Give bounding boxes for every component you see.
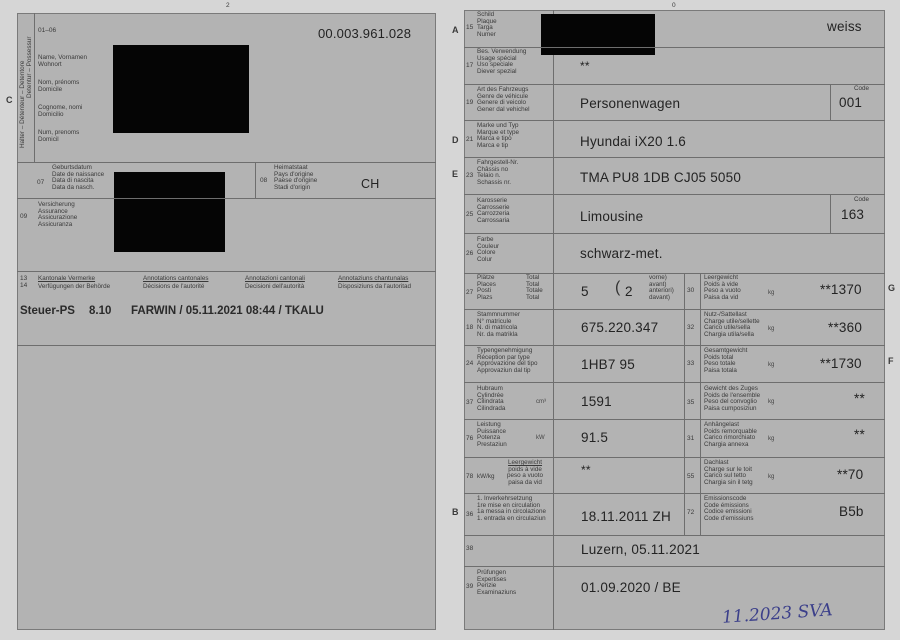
right-page-number: 0 xyxy=(672,2,676,9)
chassis-labels: Fahrgestell-Nr. Châssis no Telaio n. Schassis nr. xyxy=(477,159,519,186)
emission-code-labels: Emissionscode Code émissions Codice emissioni Code d'emissiuns xyxy=(704,495,754,522)
home-state-labels: Heimatstaat Pays d'origine Paese d'origine Stadi d'origin xyxy=(274,164,318,191)
empty-weight-value: **1370 xyxy=(820,282,862,297)
field-31-number: 31 xyxy=(687,435,695,442)
field-17-number: 17 xyxy=(466,62,474,69)
canton-annotations-it: Annotazioni cantonali xyxy=(245,275,305,282)
train-weight-value: ** xyxy=(854,391,865,406)
left-page-number: 2 xyxy=(226,2,230,9)
name-label-rm: Num, prenoms Domicil xyxy=(38,129,80,143)
field-37-number: 37 xyxy=(466,399,474,406)
color-value: schwarz-met. xyxy=(580,246,663,261)
field-33-number: 33 xyxy=(687,360,695,367)
holder-vertical-label-2: Detentur – Possessur xyxy=(26,36,33,98)
place-date-value: Luzern, 05.11.2021 xyxy=(581,542,700,557)
tax-hp-label: Steuer-PS xyxy=(20,305,75,317)
field-55-number: 55 xyxy=(687,473,695,480)
field-25-number: 25 xyxy=(466,211,474,218)
name-label-fr: Nom, prénoms Domicile xyxy=(38,79,80,93)
body-code-label: Code xyxy=(854,196,870,203)
body-labels: Karosserie Carrosserie Carrozzeria Carrossaria xyxy=(477,197,510,224)
insurance-labels: Versicherung Assurance Assicurazione Assicuranza xyxy=(38,201,78,228)
name-label-de: Name, Vornamen Wohnort xyxy=(38,54,88,68)
first-registration-labels: 1. Inverkehrsetzung 1re mise en circulation 1a messa in circolazione 1. entrada en circulaziun xyxy=(477,495,546,522)
inspection-labels: Prüfungen Expertises Perizie Examinaziuns xyxy=(477,569,517,596)
total-weight-value: **1730 xyxy=(820,356,862,371)
seats-total-value: 5 xyxy=(581,284,589,299)
plate-value: weiss xyxy=(827,19,862,34)
roof-load-unit: kg xyxy=(768,474,775,480)
margin-letter-b: B xyxy=(452,507,459,517)
right-page xyxy=(450,0,900,640)
field-07-number: 07 xyxy=(37,179,45,186)
canton-annotations-rm: Annotaziuns chantunalas xyxy=(338,275,409,282)
margin-letter-g: G xyxy=(888,283,896,293)
field-27-number: 27 xyxy=(466,289,474,296)
field-39-number: 39 xyxy=(466,583,474,590)
power-labels: Leistung Puissance Potenza Prestaziun xyxy=(477,421,507,448)
payload-unit: kg xyxy=(768,326,775,332)
margin-letter-d: D xyxy=(452,135,459,145)
vehicle-type-code-label: Code xyxy=(854,85,870,92)
margin-letter-e: E xyxy=(452,169,459,179)
roof-load-labels: Dachlast Charge sur le toit Carico sul tetto Chargia sin il tetg xyxy=(704,459,753,486)
margin-letter-c: C xyxy=(6,95,13,105)
vehicle-type-labels: Art des Fahrzeugs Genre de véhicule Genere di veicolo Gener dal vehichel xyxy=(477,86,530,113)
name-label-it: Cognome, nomi Domicilio xyxy=(38,104,83,118)
birthdate-labels: Geburtsdatum Date de naissance Data di nascita Data da nasch. xyxy=(52,164,105,191)
master-number-labels: Stammnummer N° matricule N. di matricola Nr. da matrikla xyxy=(477,311,521,338)
field-14-number: 14 xyxy=(20,282,28,289)
field-23-number: 23 xyxy=(466,172,474,179)
seats-front-value: 2 xyxy=(625,284,633,299)
displacement-unit: cm³ xyxy=(536,399,546,405)
vehicle-type-value: Personenwagen xyxy=(580,96,681,111)
tax-hp-value: 8.10 xyxy=(89,305,112,317)
total-weight-unit: kg xyxy=(768,362,775,368)
redacted-name-block xyxy=(113,45,249,133)
make-value: Hyundai iX20 1.6 xyxy=(580,134,687,149)
seats-front-bracket-icon: ( xyxy=(615,279,621,296)
payload-labels: Nutz-/Sattellast Charge utile/sellette Carico utile/sella Chargia utila/sella xyxy=(704,311,760,338)
document-number: 00.003.961.028 xyxy=(318,26,412,41)
field-76-number: 76 xyxy=(466,435,474,442)
roof-load-value: **70 xyxy=(837,467,864,482)
margin-letter-a: A xyxy=(452,25,459,35)
power-value: 91.5 xyxy=(581,430,609,445)
field-78-number: 78 xyxy=(466,473,474,480)
authority-decisions-de: Verfügungen der Behörde xyxy=(38,283,111,290)
redacted-plate-block xyxy=(541,14,655,55)
total-weight-labels: Gesamtgewicht Poids total Peso totale Paisa totala xyxy=(704,347,748,374)
inspection-value: 01.09.2020 / BE xyxy=(581,580,681,595)
train-weight-unit: kg xyxy=(768,399,775,405)
train-weight-labels: Gewicht des Zuges Poids de l'ensemble Peso del convoglio Paisa cumposiziun xyxy=(704,385,761,412)
field-08-number: 08 xyxy=(260,177,268,184)
body-value: Limousine xyxy=(580,209,644,224)
vehicle-type-code: 001 xyxy=(839,95,863,110)
body-code: 163 xyxy=(841,207,865,222)
power-weight-ratio-value: ** xyxy=(581,463,591,477)
power-weight-ratio-label: kW/kg xyxy=(477,473,495,480)
first-registration-value: 18.11.2011 ZH xyxy=(581,509,671,524)
holder-vertical-label: Halter – Détenteur – Detentore xyxy=(19,60,26,148)
field-72-number: 72 xyxy=(687,509,695,516)
seats-labels: Plätze Places Posti Plazs xyxy=(477,274,496,301)
trailer-load-labels: Anhängelast Poids remorquable Carico rimorchiato Chargia annexa xyxy=(704,421,757,448)
field-35-number: 35 xyxy=(687,399,695,406)
payload-value: **360 xyxy=(828,320,863,335)
special-use-value: ** xyxy=(580,59,590,73)
canton-annotations-fr: Annotations cantonales xyxy=(143,275,209,282)
line-01-06: 01–06 xyxy=(38,27,57,34)
special-use-labels: Bes. Verwendung Usage spécial Uso speciale Diever spezial xyxy=(477,48,527,75)
authority-decisions-fr: Décisions de l'autorité xyxy=(143,283,205,290)
field-38-number: 38 xyxy=(466,545,474,552)
trailer-load-unit: kg xyxy=(768,436,775,442)
authority-decisions-it: Decisioni dell'autorità xyxy=(245,283,305,290)
seats-total-labels: Total Total Totale Total xyxy=(526,274,543,301)
displacement-value: 1591 xyxy=(581,394,612,409)
displacement-labels: Hubraum Cylindrée Cilindrata Cilindrada xyxy=(477,385,506,412)
empty-weight-unit: kg xyxy=(768,290,775,296)
field-24-number: 24 xyxy=(466,360,474,367)
plate-labels: Schild Plaque Targa Numer xyxy=(477,11,497,38)
margin-letter-f: F xyxy=(888,356,894,366)
field-18-number: 18 xyxy=(466,324,474,331)
handwritten-note: 11.2023 SVA xyxy=(721,600,834,628)
field-30-number: 30 xyxy=(687,287,695,294)
field-21-number: 21 xyxy=(466,136,474,143)
registration-stamp: FARWIN / 05.11.2021 08:44 / TKALU xyxy=(131,305,324,317)
field-32-number: 32 xyxy=(687,324,695,331)
seats-front-labels: vorne) avant) anteriori) davant) xyxy=(649,274,674,301)
field-26-number: 26 xyxy=(466,250,474,257)
empty-weight-ratio-labels: Leergewicht poids à vide peso a vuoto paisa da vid xyxy=(507,459,544,486)
field-13-number: 13 xyxy=(20,275,28,282)
make-labels: Marke und Typ Marque et type Marca e tipo Marca e tip xyxy=(477,122,520,149)
color-labels: Farbe Couleur Colore Colur xyxy=(477,236,500,263)
empty-weight-labels: Leergewicht Poids à vide Peso a vuoto Paisa da vid xyxy=(704,274,741,301)
power-unit: kW xyxy=(536,435,545,441)
emission-code-value: B5b xyxy=(839,504,864,519)
trailer-load-value: ** xyxy=(854,427,865,442)
field-36-number: 36 xyxy=(466,511,474,518)
canton-annotations-de: Kantonale Vermerke xyxy=(38,275,96,282)
type-approval-labels: Typengenehmigung Réception par type Approvazione del tipo Approvaziun dal tip xyxy=(477,347,538,374)
chassis-value: TMA PU8 1DB CJ05 5050 xyxy=(580,170,742,185)
field-09-number: 09 xyxy=(20,213,28,220)
master-number-value: 675.220.347 xyxy=(581,320,659,335)
redacted-birthdate-block xyxy=(114,172,225,252)
field-19-number: 19 xyxy=(466,99,474,106)
type-approval-value: 1HB7 95 xyxy=(581,357,635,372)
home-state-value: CH xyxy=(361,177,380,191)
authority-decisions-rm: Disposiziuns da l'autoritad xyxy=(338,283,411,290)
field-15-number: 15 xyxy=(466,24,474,31)
